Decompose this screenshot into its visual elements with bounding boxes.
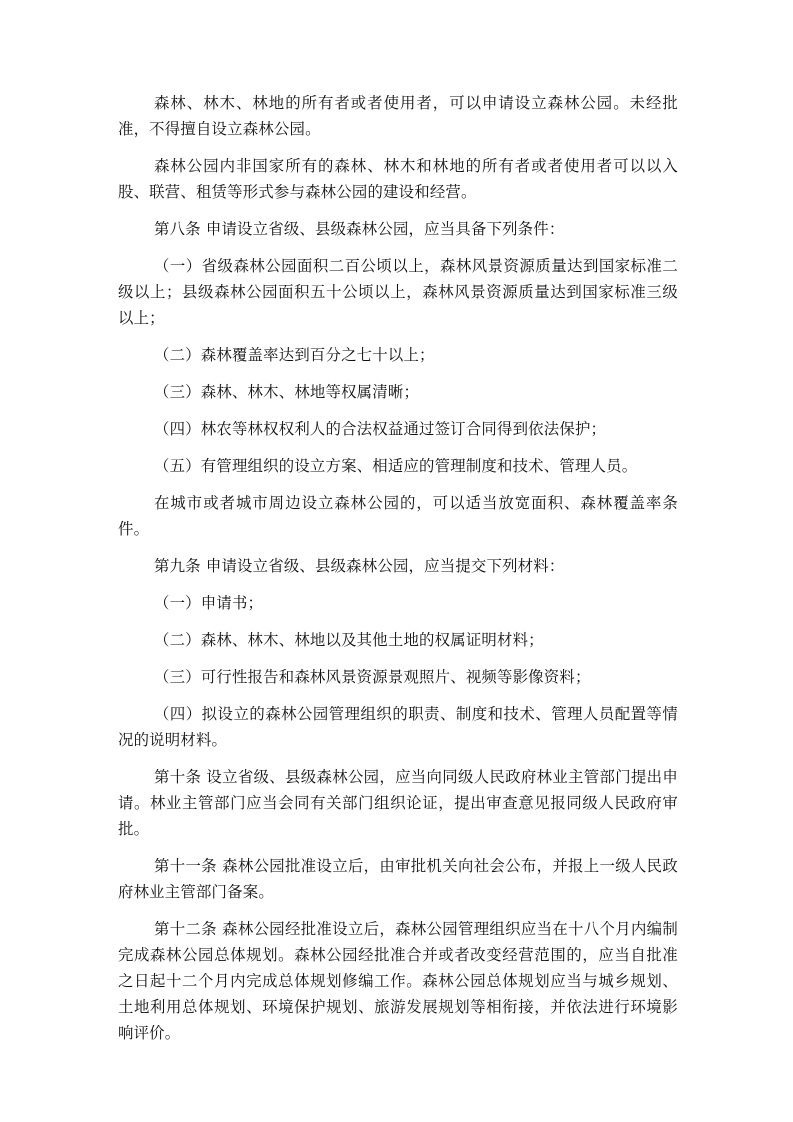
article-9-heading: 第九条 申请设立省级、县级森林公园，应当提交下列材料： <box>154 557 565 575</box>
paragraph-2: 森林公园内非国家所有的森林、林木和林地的所有者或者使用者可以以入股、联营、租赁等形式参与森林公园的建设和经营。 <box>118 157 678 201</box>
article-9-item-4: （四）拟设立的森林公园管理组织的职责、制度和技术、管理人员配置等情况的说明材料。 <box>118 705 678 749</box>
article-11: 第十一条 森林公园批准设立后，由审批机关向社会公布，并报上一级人民政府林业主管部门备案。 <box>118 857 678 901</box>
article-8-note: 在城市或者城市周边设立森林公园的，可以适当放宽面积、森林覆盖率条件。 <box>118 494 678 538</box>
article-8-item-1: （一）省级森林公园面积二百公顷以上，森林风景资源质量达到国家标准二级以上；县级森林公园面积五十公顷以上，森林风景资源质量达到国家标准三级以上； <box>118 257 678 327</box>
article-8-item-5: （五）有管理组织的设立方案、相适应的管理制度和技术、管理人员。 <box>154 457 638 475</box>
paragraph-1: 森林、林木、林地的所有者或者使用者，可以申请设立森林公园。未经批准，不得擅自设立森林公园。 <box>118 94 678 138</box>
article-8-item-4: （四）林农等林权权利人的合法权益通过签订合同得到依法保护； <box>154 420 607 438</box>
article-8-item-3: （三）森林、林木、林地等权属清晰； <box>154 383 420 401</box>
article-8-item-2: （二）森林覆盖率达到百分之七十以上； <box>154 346 435 364</box>
article-9-item-3: （三）可行性报告和森林风景资源景观照片、视频等影像资料； <box>154 668 591 686</box>
article-8-heading: 第八条 申请设立省级、县级森林公园，应当具备下列条件： <box>154 220 565 238</box>
article-12: 第十二条 森林公园经批准设立后，森林公园管理组织应当在十八个月内编制完成森林公园总体规划。森林公园经批准合并或者改变经营范围的，应当自批准之日起十二个月内完成总体规划修编工作。森林公园总体规划应当与城乡规划、土地利用总体规划、环境保护规划、旅游发展规划等相衔接，并依法进行环境影响评价。 <box>118 920 678 1042</box>
document-page <box>118 90 678 1057</box>
article-9-item-1: （一）申请书； <box>154 594 264 612</box>
article-9-item-2: （二）森林、林木、林地以及其他土地的权属证明材料； <box>154 631 544 649</box>
article-10: 第十条 设立省级、县级森林公园，应当向同级人民政府林业主管部门提出申请。林业主管部门应当会同有关部门组织论证，提出审查意见报同级人民政府审批。 <box>118 768 678 838</box>
